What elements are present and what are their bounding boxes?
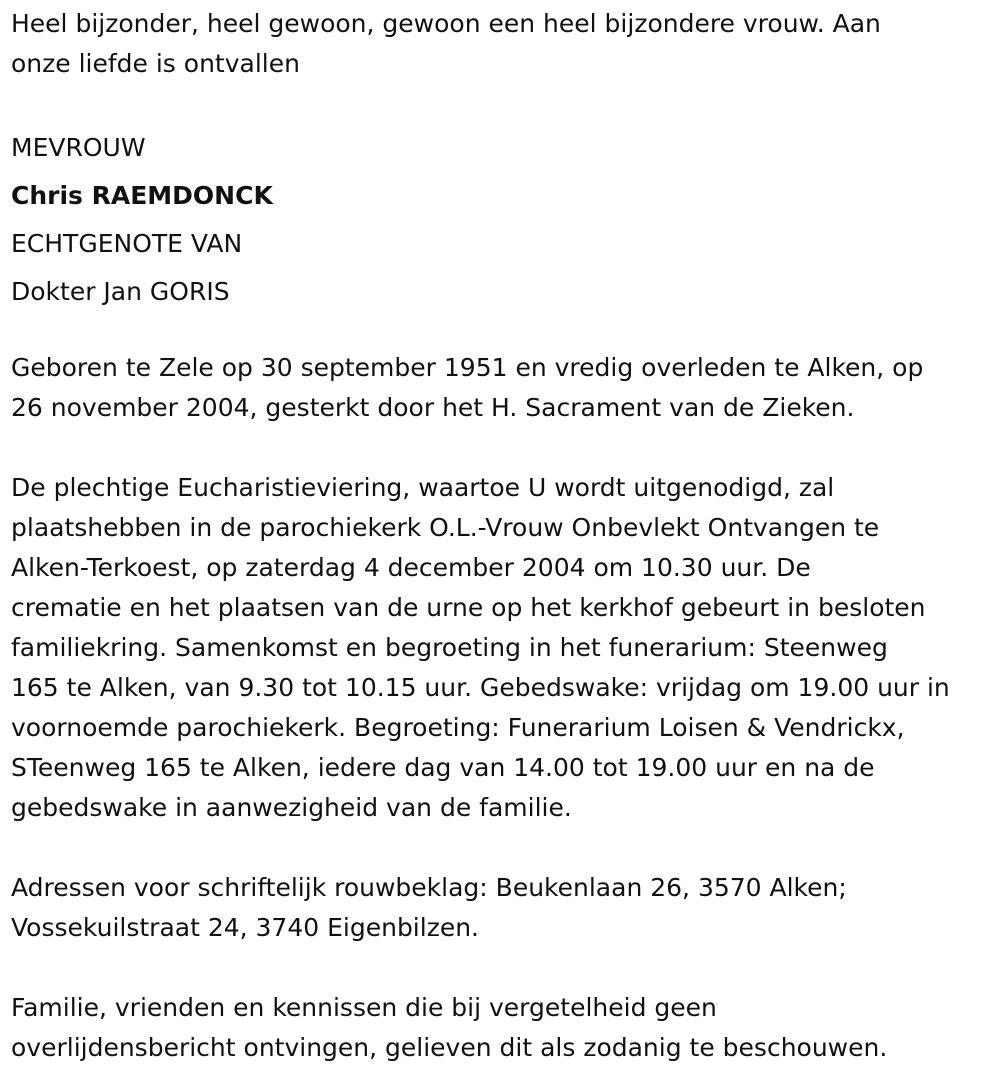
ceremony-line: plaatshebben in de parochiekerk O.L.-Vrouw Onbevlekt Ontvangen te [11, 513, 880, 542]
intro-line: onze liefde is ontvallen [11, 49, 300, 78]
spacer [11, 84, 996, 124]
ceremony-line: De plechtige Eucharistieviering, waartoe U wordt uitgenodigd, zal [11, 473, 835, 502]
name-block [11, 124, 996, 316]
closing-line: overlijdensbericht ontvingen, gelieven dit als zodanig te beschouwen. [11, 1033, 888, 1062]
deceased-name: Chris RAEMDONCK [11, 181, 273, 210]
spacer [11, 828, 996, 868]
spacer [11, 428, 996, 468]
birth-death-paragraph [11, 348, 996, 428]
spacer [11, 316, 996, 348]
ceremony-paragraph [11, 468, 996, 828]
spouse-name: Dokter Jan GORIS [11, 277, 230, 306]
relation-label: ECHTGENOTE VAN [11, 229, 243, 258]
addresses-paragraph [11, 868, 996, 948]
ceremony-line: familiekring. Samenkomst en begroeting in het funerarium: Steenweg [11, 633, 888, 662]
ceremony-line: voornoemde parochiekerk. Begroeting: Funerarium Loisen & Vendrickx, [11, 713, 905, 742]
birth-death-line: 26 november 2004, gesterkt door het H. Sacrament van de Zieken. [11, 393, 855, 422]
ceremony-line: crematie en het plaatsen van de urne op het kerkhof gebeurt in besloten [11, 593, 926, 622]
closing-paragraph [11, 988, 996, 1068]
obituary-document [11, 4, 996, 1068]
intro-line: Heel bijzonder, heel gewoon, gewoon een heel bijzondere vrouw. Aan [11, 9, 881, 38]
intro-paragraph [11, 4, 996, 84]
ceremony-line: 165 te Alken, van 9.30 tot 10.15 uur. Gebedswake: vrijdag om 19.00 uur in [11, 673, 950, 702]
ceremony-line: Alken-Terkoest, op zaterdag 4 december 2004 om 10.30 uur. De [11, 553, 811, 582]
ceremony-line: STeenweg 165 te Alken, iedere dag van 14.00 tot 19.00 uur en na de [11, 753, 875, 782]
birth-death-line: Geboren te Zele op 30 september 1951 en vredig overleden te Alken, op [11, 353, 924, 382]
address-line: Vossekuilstraat 24, 3740 Eigenbilzen. [11, 913, 479, 942]
closing-line: Familie, vrienden en kennissen die bij vergetelheid geen [11, 993, 717, 1022]
spacer [11, 948, 996, 988]
ceremony-line: gebedswake in aanwezigheid van de familie. [11, 793, 572, 822]
address-line: Adressen voor schriftelijk rouwbeklag: Beukenlaan 26, 3570 Alken; [11, 873, 847, 902]
title-prefix: MEVROUW [11, 133, 146, 162]
